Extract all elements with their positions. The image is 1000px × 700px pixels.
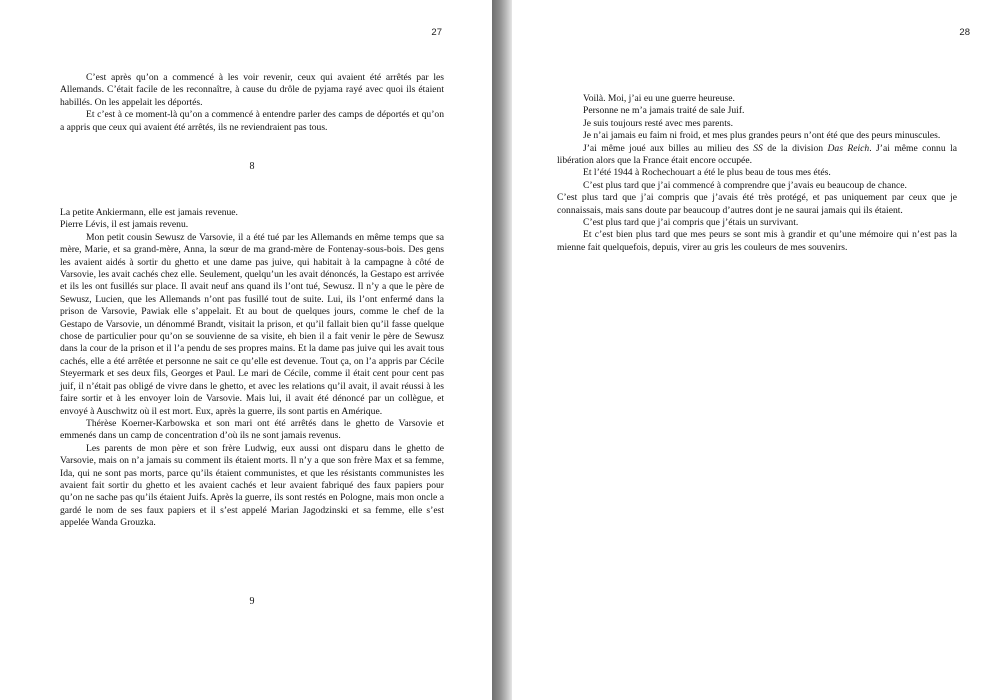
text-span: Et l’été 1944 à Rochechouart a été le plus beau de tous mes étés. [583, 167, 831, 179]
text-span: C’est plus tard que j’ai compris que j’avais été très protégé, et pas uniquement par ceux que je connaissais, mais sans doute par beaucoup d’autres dont je ne saurai jamais qui ils étaient. [557, 192, 957, 216]
chapter-number: 8 [249, 161, 255, 172]
paragraph: Pierre Lévis, il est jamais revenu. [60, 219, 189, 231]
paragraph: Les parents de mon père et son frère Ludwig, eux aussi ont disparu dans le ghetto de Varsovie, mais on n’a jamais su comment ils étaient morts. Il n’y a que son frère Max et sa femme, Ida, qui ne sont pas morts, parce qu’ils étaient communistes, et que les résistants communistes les avaient fait sortir du ghetto et les avaient cachés et leur avaient fabriqué des faux papiers pour qu’on ne sache pas qu’ils étaient Juifs. Après la guerre, ils sont restés en Pologne, mais mon oncle a gardé le nom de ses faux papiers et il s’est appelé Marian Jagodzinski et sa femme, elle s’est appelée Wanda Grouzka. [60, 442, 444, 529]
text-span: Et c’est bien plus tard que mes peurs se sont mis à grandir et qu’une mémoire qui n’est pas la mienne fait quelquefois, depuis, virer au gris les couleurs de mes souvenirs. [557, 229, 957, 253]
paragraph: Et c’est à ce moment-là qu’on a commencé à entendre parler des camps de déportés et qu’on a appris que ceux qui avaient été arrêtés, ils ne reviendraient pas tous. [60, 109, 444, 133]
paragraph [557, 229, 957, 254]
text-span: Personne ne m’a jamais traité de sale Juif. [583, 105, 745, 117]
text-span: Je n’ai jamais eu faim ni froid, et mes plus grandes peurs n’ont été que des peurs minuscules. [583, 130, 941, 142]
page-number-left: 27 [431, 27, 442, 38]
text-span: J’ai même joué aux billes au milieu des [583, 142, 754, 154]
left-section-main [60, 207, 444, 530]
left-page [0, 0, 492, 700]
page-number-right: 28 [959, 27, 970, 38]
text-span: C’est plus tard que j’ai compris que j’étais un survivant. [583, 217, 799, 229]
italic-span: Das Reich [827, 142, 870, 154]
text-span: Voilà. Moi, j’ai eu une guerre heureuse. [583, 93, 735, 104]
paragraph: Mon petit cousin Sewusz de Varsovie, il a été tué par les Allemands en même temps que sa mère, Marie, et sa grand-mère, Anna, la sœur de ma grand-mère de Fontenay-sous-bois. Des gens les avaient aidés à sortir du ghetto et une dame pas juive, qui habitait à la campagne à côté de Varsovie, les avait cachés chez elle. Seulement, quelqu’un les avait dénoncés, la Gestapo est arrivée et ils les ont fusillés sur place. Il avait neuf ans quand ils l’ont tué, Sewusz. Il n’y a que le père de Sewusz, Lucien, que les Allemands n’ont pas fusillé tout de suite. Lui, ils l’ont enfermé dans la prison de Varsovie, Pawiak elle s’appelait. Et au bout de quelques jours, comme le chef de la Gestapo de Varsovie, un dénommé Brandt, visitait la prison, et qu’il fallait bien qu’il fasse quelque chose de particulier pour qu’on se souvienne de sa visite, eh bien il a fait venir le père de Sewusz dans la cour de la prison et il l’a pendu de ses propres mains. Et la dame pas juive qui les avait tous cachés, elle a été arrêtée et personne ne sait ce qu’elle est devenue. Tout ça, on l’a appris par Cécile Steyermark et ses deux fils, Georges et Paul. Le mari de Cécile, comme il était cent pour cent pas juif, il n’était pas obligé de vivre dans le ghetto, et avec les relations qu’il avait, il avait réussi à les faire sortir et à les envoyer loin de Varsovie. Mais lui, il avait été dénoncé par un collègue, et envoyé à Auschwitz où il est mort. Eux, après la guerre, ils sont partis en Amérique. [60, 231, 444, 417]
paragraph [557, 217, 957, 229]
paragraph: Thérèse Koerner-Karbowska et son mari ont été arrêtés dans le ghetto de Varsovie et emmenés dans un camp de concentration d’où ils ne sont jamais revenus. [60, 417, 444, 442]
paragraph: La petite Ankiermann, elle est jamais revenue. [60, 207, 238, 218]
paragraph [557, 105, 957, 117]
italic-span: SS [753, 142, 763, 154]
paragraph [557, 118, 957, 130]
text-span: . J’ai même connu la libération alors que la France était encore occupée. [557, 142, 957, 167]
paragraph [557, 192, 957, 217]
paragraph [557, 93, 957, 105]
text-span: Je suis toujours resté avec mes parents. [583, 117, 733, 129]
paragraph [557, 130, 957, 142]
text-span: de la division [762, 142, 828, 154]
paragraph: C’est après qu’on a commencé à les voir revenir, ceux qui avaient été arrêtés par les Allemands. C’était facile de les reconnaître, à cause du drôle de pyjama rayé avec quoi ils étaient habillés. On les appelait les déportés. [60, 72, 444, 108]
paragraph [557, 167, 957, 179]
right-page [512, 0, 1000, 700]
paragraph [557, 180, 957, 192]
left-section-top [60, 72, 444, 134]
text-span: C’est plus tard que j’ai commencé à comprendre que j’avais eu beaucoup de chance. [583, 179, 907, 191]
folio-number: 9 [249, 596, 255, 607]
paragraph [557, 143, 957, 168]
book-spine-shadow [492, 0, 512, 700]
right-section [557, 93, 957, 254]
